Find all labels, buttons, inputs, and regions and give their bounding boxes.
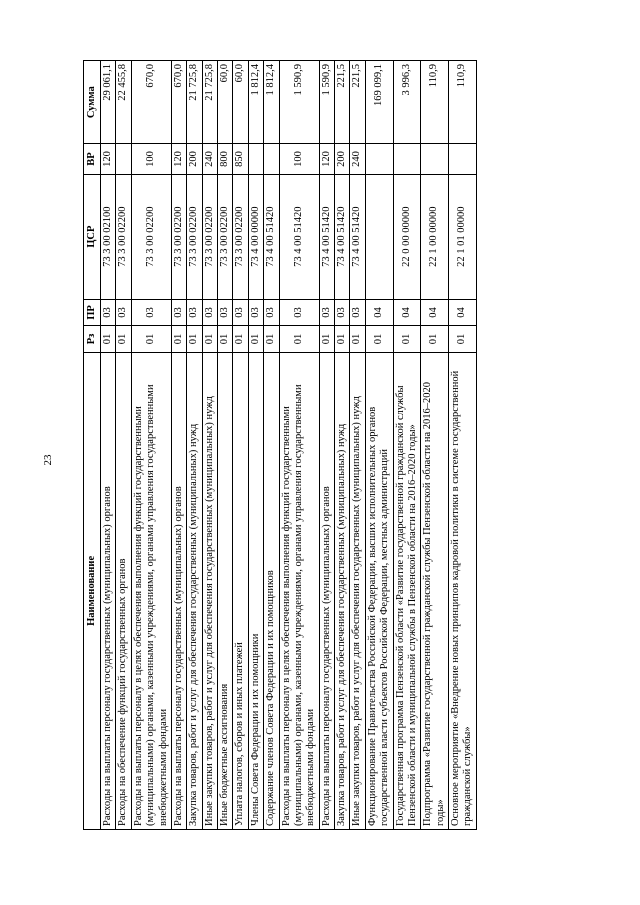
- cell-vr: 100: [279, 144, 319, 174]
- cell-csr: 22 1 00 00000: [421, 174, 449, 299]
- cell-vr: [116, 144, 131, 174]
- budget-table-rotated: [83, 60, 573, 830]
- cell-name: Расходы на выплаты персоналу государственных (муниципальных) органов: [171, 352, 186, 829]
- cell-pr: 03: [264, 299, 279, 326]
- cell-sum: 3 996,3: [393, 61, 421, 144]
- cell-csr: 22 1 01 00000: [449, 174, 477, 299]
- table-row: [233, 61, 248, 830]
- cell-vr: [248, 144, 263, 174]
- page-number: 23: [42, 454, 54, 466]
- cell-csr: 73 3 00 02200: [202, 174, 217, 299]
- cell-vr: [421, 144, 449, 174]
- cell-csr: 73 4 00 51420: [279, 174, 319, 299]
- cell-csr: 73 3 00 02200: [233, 174, 248, 299]
- cell-rz: 01: [101, 326, 116, 353]
- table-row: [187, 61, 202, 830]
- cell-vr: 200: [335, 144, 350, 174]
- cell-rz: 01: [218, 326, 233, 353]
- cell-csr: 73 4 00 51420: [319, 174, 334, 299]
- cell-vr: [264, 144, 279, 174]
- table-row: [101, 61, 116, 830]
- cell-rz: 01: [187, 326, 202, 353]
- cell-vr: 100: [131, 144, 171, 174]
- cell-pr: 03: [116, 299, 131, 326]
- table-row: [279, 61, 319, 830]
- cell-vr: 240: [202, 144, 217, 174]
- cell-pr: 03: [171, 299, 186, 326]
- cell-csr: 73 3 00 02200: [218, 174, 233, 299]
- cell-rz: 01: [279, 326, 319, 353]
- cell-name: Государственная программа Пензенской области «Развитие государственной гражданской службы Пензенской области и муниципальной службы в Пензенской области на 2016–2020 годы»: [393, 352, 421, 829]
- cell-name: Закупка товаров, работ и услуг для обеспечения государственных (муниципальных) нужд: [335, 352, 350, 829]
- cell-name: Расходы на выплаты персоналу государственных (муниципальных) органов: [319, 352, 334, 829]
- table-row: [131, 61, 171, 830]
- cell-csr: 73 3 00 02200: [131, 174, 171, 299]
- cell-name: Расходы на выплаты персоналу государственных (муниципальных) органов: [101, 352, 116, 829]
- cell-pr: 03: [218, 299, 233, 326]
- table-row: [248, 61, 263, 830]
- cell-csr: 73 4 00 51420: [350, 174, 365, 299]
- table-row: [319, 61, 334, 830]
- table-row: [449, 61, 477, 830]
- cell-sum: 670,0: [131, 61, 171, 144]
- cell-csr: 73 3 00 02200: [187, 174, 202, 299]
- table-row: [335, 61, 350, 830]
- cell-name: Функционирование Правительства Российской Федерации, высших исполнительных органов государственной власти субъектов Российской Федерации, местных администраций: [365, 352, 393, 829]
- table-row: [116, 61, 131, 830]
- cell-pr: 03: [248, 299, 263, 326]
- table-row: [202, 61, 217, 830]
- cell-rz: 01: [233, 326, 248, 353]
- cell-rz: 01: [365, 326, 393, 353]
- cell-pr: 03: [279, 299, 319, 326]
- cell-pr: 03: [202, 299, 217, 326]
- cell-pr: 03: [187, 299, 202, 326]
- cell-rz: 01: [335, 326, 350, 353]
- cell-vr: [449, 144, 477, 174]
- cell-pr: 03: [131, 299, 171, 326]
- cell-sum: 110,9: [449, 61, 477, 144]
- cell-pr: 03: [233, 299, 248, 326]
- cell-csr: [365, 174, 393, 299]
- cell-sum: 22 455,8: [116, 61, 131, 144]
- cell-pr: 04: [449, 299, 477, 326]
- cell-rz: 01: [449, 326, 477, 353]
- cell-pr: 03: [335, 299, 350, 326]
- cell-vr: 240: [350, 144, 365, 174]
- cell-sum: 110,9: [421, 61, 449, 144]
- cell-sum: 169 099,1: [365, 61, 393, 144]
- header-pr: ПР: [84, 299, 101, 326]
- cell-pr: 04: [365, 299, 393, 326]
- header-sum: Сумма: [84, 61, 101, 144]
- table-row: [171, 61, 186, 830]
- cell-rz: 01: [202, 326, 217, 353]
- cell-name: Содержание членов Совета Федерации и их помощников: [264, 352, 279, 829]
- cell-vr: 120: [171, 144, 186, 174]
- table-header-row: [84, 61, 101, 830]
- cell-rz: 01: [264, 326, 279, 353]
- cell-name: Расходы на выплаты персоналу в целях обеспечения выполнения функций государственными (муниципальными) органами, казенными учреждениями, органами управления государственными внебюджетными фондами: [279, 352, 319, 829]
- cell-name: Расходы на обеспечение функций государственных органов: [116, 352, 131, 829]
- cell-rz: 01: [248, 326, 263, 353]
- header-name: Наименование: [84, 352, 101, 829]
- cell-vr: [393, 144, 421, 174]
- cell-rz: 01: [116, 326, 131, 353]
- cell-vr: 120: [319, 144, 334, 174]
- cell-csr: 22 0 00 00000: [393, 174, 421, 299]
- cell-csr: 73 4 00 51420: [335, 174, 350, 299]
- cell-rz: 01: [171, 326, 186, 353]
- cell-rz: 01: [421, 326, 449, 353]
- cell-name: Расходы на выплаты персоналу в целях обеспечения выполнения функций государственными (муниципальными) органами, казенными учреждениями, органами управления государственными внебюджетными фондами: [131, 352, 171, 829]
- cell-csr: 73 4 00 51420: [264, 174, 279, 299]
- table-row: [264, 61, 279, 830]
- cell-sum: 1 812,4: [264, 61, 279, 144]
- cell-pr: 03: [319, 299, 334, 326]
- cell-pr: 03: [101, 299, 116, 326]
- cell-name: Иные закупки товаров, работ и услуг для обеспечения государственных (муниципальных) нужд: [202, 352, 217, 829]
- cell-csr: 73 3 00 02100: [101, 174, 116, 299]
- budget-table: [83, 60, 477, 830]
- cell-name: Основное мероприятие «Внедрение новых принципов кадровой политики в системе государственной гражданской службы»: [449, 352, 477, 829]
- header-vr: ВР: [84, 144, 101, 174]
- cell-sum: 1 590,9: [279, 61, 319, 144]
- cell-csr: 73 4 00 00000: [248, 174, 263, 299]
- table-row: [393, 61, 421, 830]
- cell-sum: 1 812,4: [248, 61, 263, 144]
- header-csr: ЦСР: [84, 174, 101, 299]
- cell-pr: 03: [350, 299, 365, 326]
- cell-vr: 200: [187, 144, 202, 174]
- table-row: [218, 61, 233, 830]
- cell-csr: 73 3 00 02200: [171, 174, 186, 299]
- cell-name: Подпрограмма «Развитие государственной гражданской службы Пензенской области на 2016–2020 годы»: [421, 352, 449, 829]
- cell-sum: 221,5: [350, 61, 365, 144]
- cell-vr: 800: [218, 144, 233, 174]
- header-rz: Рз: [84, 326, 101, 353]
- cell-sum: 1 590,9: [319, 61, 334, 144]
- cell-rz: 01: [131, 326, 171, 353]
- table-row: [350, 61, 365, 830]
- cell-sum: 60,0: [218, 61, 233, 144]
- cell-vr: 850: [233, 144, 248, 174]
- table-row: [365, 61, 393, 830]
- cell-sum: 29 061,1: [101, 61, 116, 144]
- cell-name: Иные бюджетные ассигнования: [218, 352, 233, 829]
- cell-rz: 01: [350, 326, 365, 353]
- cell-sum: 670,0: [171, 61, 186, 144]
- cell-name: Члены Совета Федерации и их помощники: [248, 352, 263, 829]
- cell-sum: 21 725,8: [202, 61, 217, 144]
- table-body: [101, 61, 477, 830]
- cell-sum: 221,5: [335, 61, 350, 144]
- cell-csr: 73 3 00 02200: [116, 174, 131, 299]
- table-row: [421, 61, 449, 830]
- cell-pr: 04: [393, 299, 421, 326]
- cell-vr: [365, 144, 393, 174]
- cell-sum: 60,0: [233, 61, 248, 144]
- cell-rz: 01: [319, 326, 334, 353]
- cell-pr: 04: [421, 299, 449, 326]
- cell-name: Закупка товаров, работ и услуг для обеспечения государственных (муниципальных) нужд: [187, 352, 202, 829]
- cell-vr: 120: [101, 144, 116, 174]
- cell-sum: 21 725,8: [187, 61, 202, 144]
- cell-name: Иные закупки товаров, работ и услуг для обеспечения государственных (муниципальных) нужд: [350, 352, 365, 829]
- cell-rz: 01: [393, 326, 421, 353]
- cell-name: Уплата налогов, сборов и иных платежей: [233, 352, 248, 829]
